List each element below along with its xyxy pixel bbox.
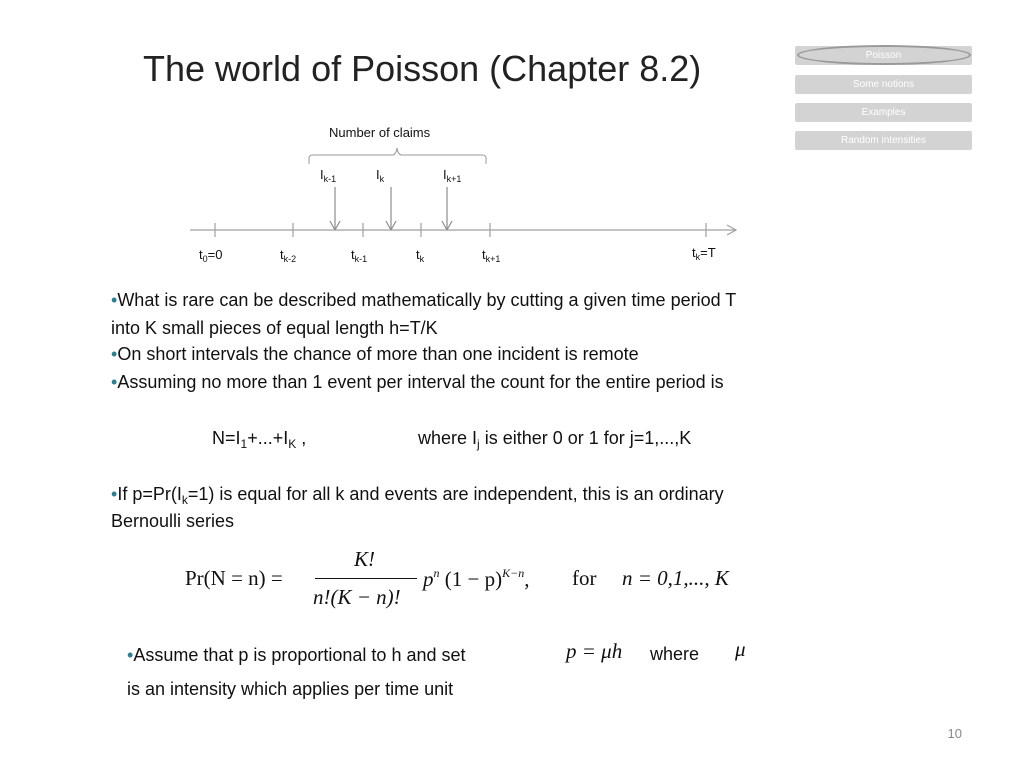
formula-numerator: K! — [354, 547, 375, 571]
count-equation: $N=I_1+...+I_K$ , — [212, 428, 307, 451]
bullet-5-line-1: •Assume that p is proportional to h and set — [127, 645, 466, 665]
bullet-2: •On short intervals the chance of more than one incident is remote — [111, 344, 639, 364]
timeline-diagram — [0, 0, 1024, 300]
tick-label-tT: $t_k=T$ — [692, 245, 716, 262]
tick-label-tk-2: $t_{k-2}$ — [280, 247, 297, 264]
slide-title: The world of Poisson (Chapter 8.2) — [143, 48, 702, 89]
bullet-4-line-2: Bernoulli series — [111, 511, 235, 531]
formula-p-def: p = μh — [566, 639, 623, 663]
bullet-5-where: where — [650, 644, 700, 664]
formula-mu: μ — [735, 637, 746, 661]
curly-brace — [309, 148, 486, 164]
tick-label-tk-1: $t_{k-1}$ — [351, 247, 368, 264]
bullet-1-line-1: •What is rare can be described mathematically by cutting a given time period T — [111, 290, 737, 310]
bullet-3: •Assuming no more than 1 event per interval the count for the entire period is — [111, 372, 724, 392]
formula-lhs: Pr(N = n) = — [185, 566, 283, 590]
bullet-1-line-2: into K small pieces of equal length h=T/K — [111, 318, 438, 338]
page-number: 10 — [947, 726, 962, 741]
nav-button-some-notions[interactable]: Some notions — [795, 75, 972, 94]
tick-label-tk: $t_k$ — [416, 247, 425, 264]
formula-range: n = 0,1,..., K — [622, 566, 729, 590]
nav-button-examples[interactable]: Examples — [795, 103, 972, 122]
formula-denominator: n!(K − n)! — [313, 585, 401, 609]
interval-label-ik: $I_k$ — [376, 167, 385, 184]
bullet-5-line-2: is an intensity which applies per time unit — [127, 679, 454, 699]
interval-label-ik-1: $I_{k-1}$ — [320, 167, 337, 184]
brace-label: Number of claims — [329, 125, 431, 140]
interval-label-ik+1: $I_{k+1}$ — [443, 167, 462, 184]
count-equation-condition: where $I_j$ is either 0 or 1 for j=1,...,K — [418, 428, 692, 451]
formula-tail: $p^n$ $(1 - p)^{K-n}$, — [423, 566, 530, 591]
tick-label-t0: $t_0=0$ — [199, 247, 223, 264]
bullet-4-line-1: •If $p=Pr(I_k=1)$ is equal for all k and events are independent, this is an ordinary — [111, 484, 724, 507]
formula-for: for — [572, 566, 597, 590]
nav-button-poisson[interactable]: Poisson — [795, 46, 972, 65]
tick-label-tk+1: $t_{k+1}$ — [482, 247, 501, 264]
fraction-bar — [315, 578, 417, 579]
nav-button-random-intensities[interactable]: Random intensities — [795, 131, 972, 150]
